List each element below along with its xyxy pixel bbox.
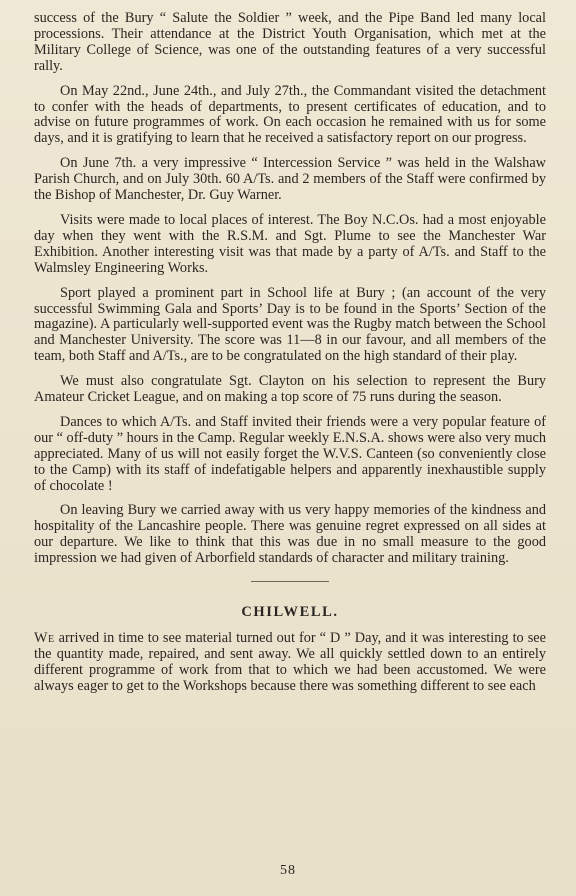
chilwell-lead-word: We	[34, 630, 55, 646]
chilwell-text: arrived in time to see material turned out for “ D ” Day, and it was interesting to see the quantity made, repaired, and sent away. We all quickly settled down to an entirely different programme of work from that to which we had been accustomed. We were always eager to get to the Workshops because there was something different to see each	[34, 630, 546, 694]
section-divider	[251, 581, 329, 582]
paragraph-intercession-service: On June 7th. a very impressive “ Intercession Service ” was held in the Walshaw Parish Church, and on July 30th. 60 A/Ts. and 2 members of the Staff were confirmed by the Bishop of Manchester, Dr. Guy Warner.	[34, 155, 546, 204]
paragraph-dances: Dances to which A/Ts. and Staff invited their friends were a very popular feature of our “ off-duty ” hours in the Camp. Regular weekly E.N.S.A. shows were also very much appreciated. Many of us will not easily forget the W.V.S. Canteen (so conveniently close to the Camp) with its staff of indefatigable helpers and apparently inexhaustible supply of chocolate !	[34, 413, 546, 494]
paragraph-commandant-visits: On May 22nd., June 24th., and July 27th., the Commandant visited the detachment to confer with the heads of departments, to present certificates of education, and to advise on future programmes of work. On each occasion he remained with us for some days, and it is gratifying to learn that he received a satisfactory report on our progress.	[34, 82, 546, 147]
chilwell-paragraph	[34, 631, 546, 695]
paragraph-visits: Visits were made to local places of interest. The Boy N.C.Os. had a most enjoyable day when they went with the R.S.M. and Sgt. Plume to see the Manchester War Exhibition. Another interesting visit was that made by a party of A/Ts. and Staff to the Walmsley Engineering Works.	[34, 211, 546, 276]
paragraph-rally: success of the Bury “ Salute the Soldier ” week, and the Pipe Band led many local processions. Their attendance at the District Youth Organisation, which met at the Military College of Science, was one of the outstanding features of a very successful rally.	[34, 10, 546, 74]
paragraph-sport: Sport played a prominent part in School life at Bury ; (an account of the very successful Swimming Gala and Sports’ Day is to be found in the Sports’ Section of the magazine). A particularly well-supported event was the Rugby match between the School and Manchester University. The score was 11—8 in our favour, and all members of the team, both Staff and A/Ts., are to be congratulated on the high standard of their play.	[34, 284, 546, 365]
section-heading: CHILWELL.	[241, 604, 339, 621]
paragraph-cricket: We must also congratulate Sgt. Clayton on his selection to represent the Bury Amateur Cricket League, and on making a top score of 75 runs during the season.	[34, 373, 546, 406]
page-number: 58	[280, 863, 296, 878]
paragraph-leaving-bury: On leaving Bury we carried away with us very happy memories of the kindness and hospitality of the Lancashire people. There was genuine regret expressed on all sides at our departure. We like to think that this was due in no small measure to the good impression we had given of Arborfield standards of character and military training.	[34, 502, 546, 567]
